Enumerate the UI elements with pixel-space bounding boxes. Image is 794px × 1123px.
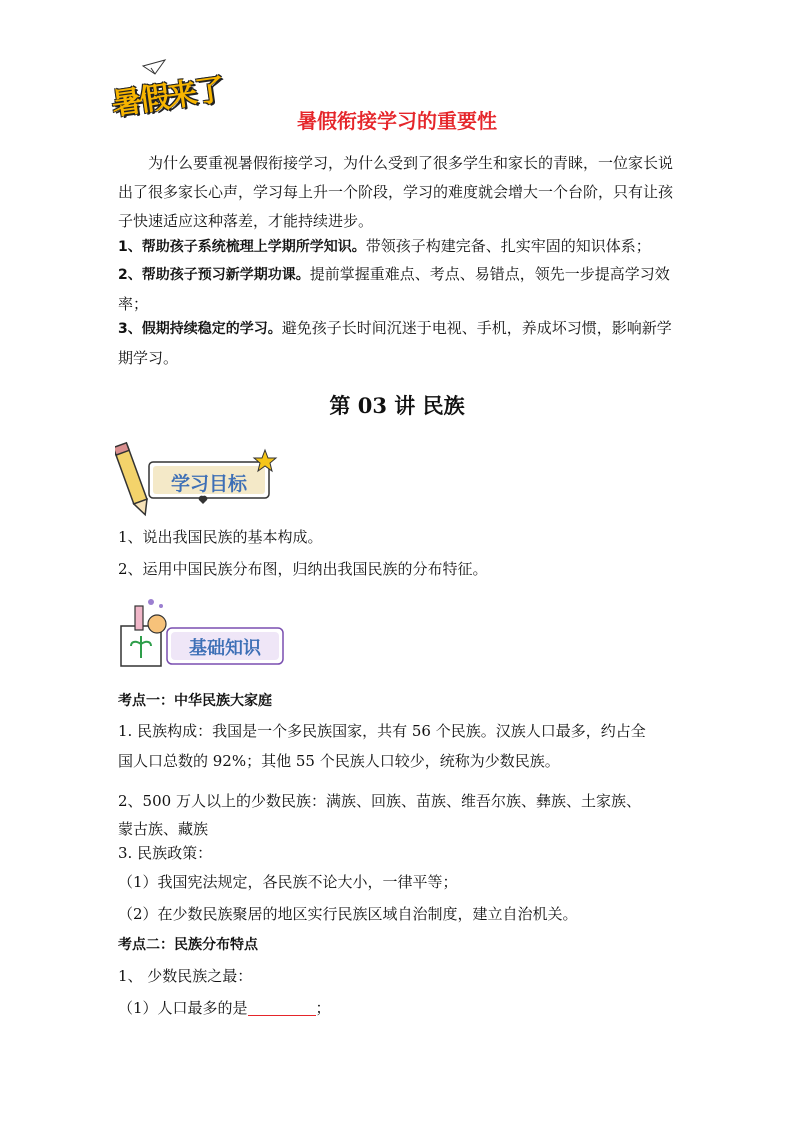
lecture-title: 第 03 讲 民族 [329,393,465,418]
policy-item-2: （2）在少数民族聚居的地区实行民族区域自治制度，建立自治机关。 [118,905,578,923]
composition-line-2: 国人口总数的 92%；其他 55 个民族人口较少，统称为少数民族。 [118,752,560,770]
policy-heading: 3. 民族政策： [118,844,213,862]
question-end: ； [315,999,331,1017]
minorities-line-1: 2、500 万人以上的少数民族：满族、回族、苗族、维吾尔族、彝族、土家族、 [118,792,641,810]
goal-item-2: 2、运用中国民族分布图，归纳出我国民族的分布特征。 [118,560,488,578]
page-title: 暑假衔接学习的重要性 [297,109,497,133]
goals-badge-label: 学习目标 [170,473,247,495]
knowledge-badge-label: 基础知识 [189,638,261,659]
policy-item-1: （1）我国宪法规定，各民族不论大小，一律平等； [118,873,458,891]
composition-line-1: 1. 民族构成：我国是一个多民族国家，共有 56 个民族。汉族人口最多，约占全 [118,722,646,740]
question-text: （1）人口最多的是 [118,999,248,1017]
intro-point-1 [118,232,678,262]
point-lead: 1、帮助孩子系统梳理上学期所学知识。 [118,239,366,255]
point-lead: 3、假期持续稳定的学习。 [118,321,282,337]
minorities-line-2: 蒙古族、藏族 [118,820,209,838]
point-text: 带领孩子构建完备、扎实牢固的知识体系； [365,237,651,255]
question-1-a [118,997,678,1018]
point-text: 提前掌握重难点、考点、易错点，领先一步提高学习效率； [118,265,670,313]
answer-blank[interactable] [248,999,316,1016]
knowledge-badge [115,596,295,676]
intro-point-3 [118,314,678,373]
point-one-title: 考点一：中华民族大家庭 [118,693,272,709]
goal-item-1: 1、说出我国民族的基本构成。 [118,528,323,546]
intro-paragraph: 为什么要重视暑假衔接学习，为什么受到了很多学生和家长的青睐，一位家长说出了很多家长心声，学习每上升一个阶段，学习的难度就会增大一个台阶，只有让孩子快速适应这种落差，才能持续进步。 [118,154,674,230]
intro-point-2 [118,260,678,319]
point-text: 避免孩子长时间沉迷于电视、手机，养成坏习惯，影响新学期学习。 [118,319,672,367]
question-1: 1、 少数民族之最： [118,967,253,985]
logo-text: 暑假来了 [109,72,226,123]
point-lead: 2、帮助孩子预习新学期功课。 [118,267,310,283]
goals-badge [115,438,285,518]
point-two-title: 考点二：民族分布特点 [118,937,258,953]
